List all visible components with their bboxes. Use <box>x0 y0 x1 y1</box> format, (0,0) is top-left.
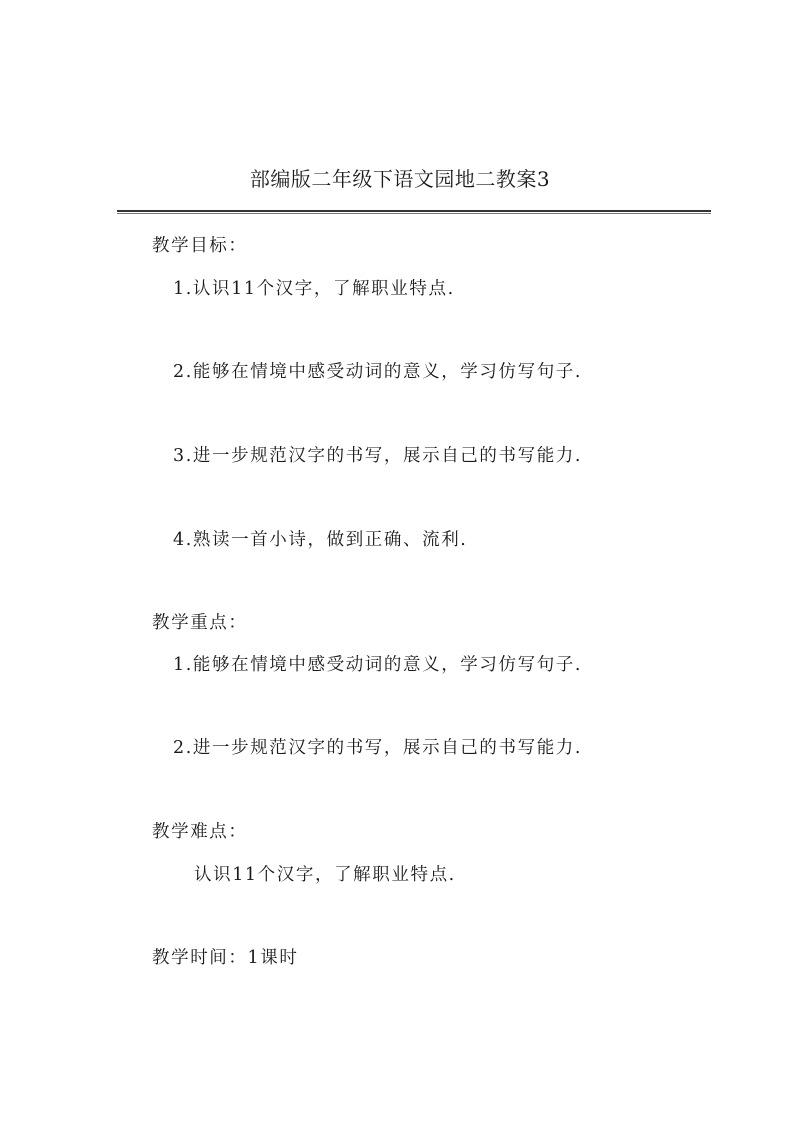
objective-item-2: 2.能够在情境中感受动词的意义，学习仿写句子. <box>173 362 583 382</box>
objective-item-3: 3.进一步规范汉字的书写，展示自己的书写能力. <box>173 446 583 466</box>
key-point-item-2: 2.进一步规范汉字的书写，展示自己的书写能力. <box>173 738 583 758</box>
key-point-item-1: 1.能够在情境中感受动词的意义，学习仿写句子. <box>173 655 583 675</box>
objectives-heading: 教学目标： <box>152 236 248 256</box>
difficulties-heading: 教学难点： <box>152 822 248 842</box>
title-divider <box>117 210 711 214</box>
objective-item-4: 4.熟读一首小诗，做到正确、流利. <box>173 530 468 550</box>
difficulties-text: 认识11个汉字，了解职业特点. <box>194 865 456 885</box>
objective-item-1: 1.认识11个汉字，了解职业特点. <box>173 279 455 299</box>
document-title: 部编版二年级下语文园地二教案3 <box>249 167 551 191</box>
teaching-time: 教学时间：1课时 <box>152 948 299 968</box>
key-points-heading: 教学重点： <box>152 613 248 633</box>
